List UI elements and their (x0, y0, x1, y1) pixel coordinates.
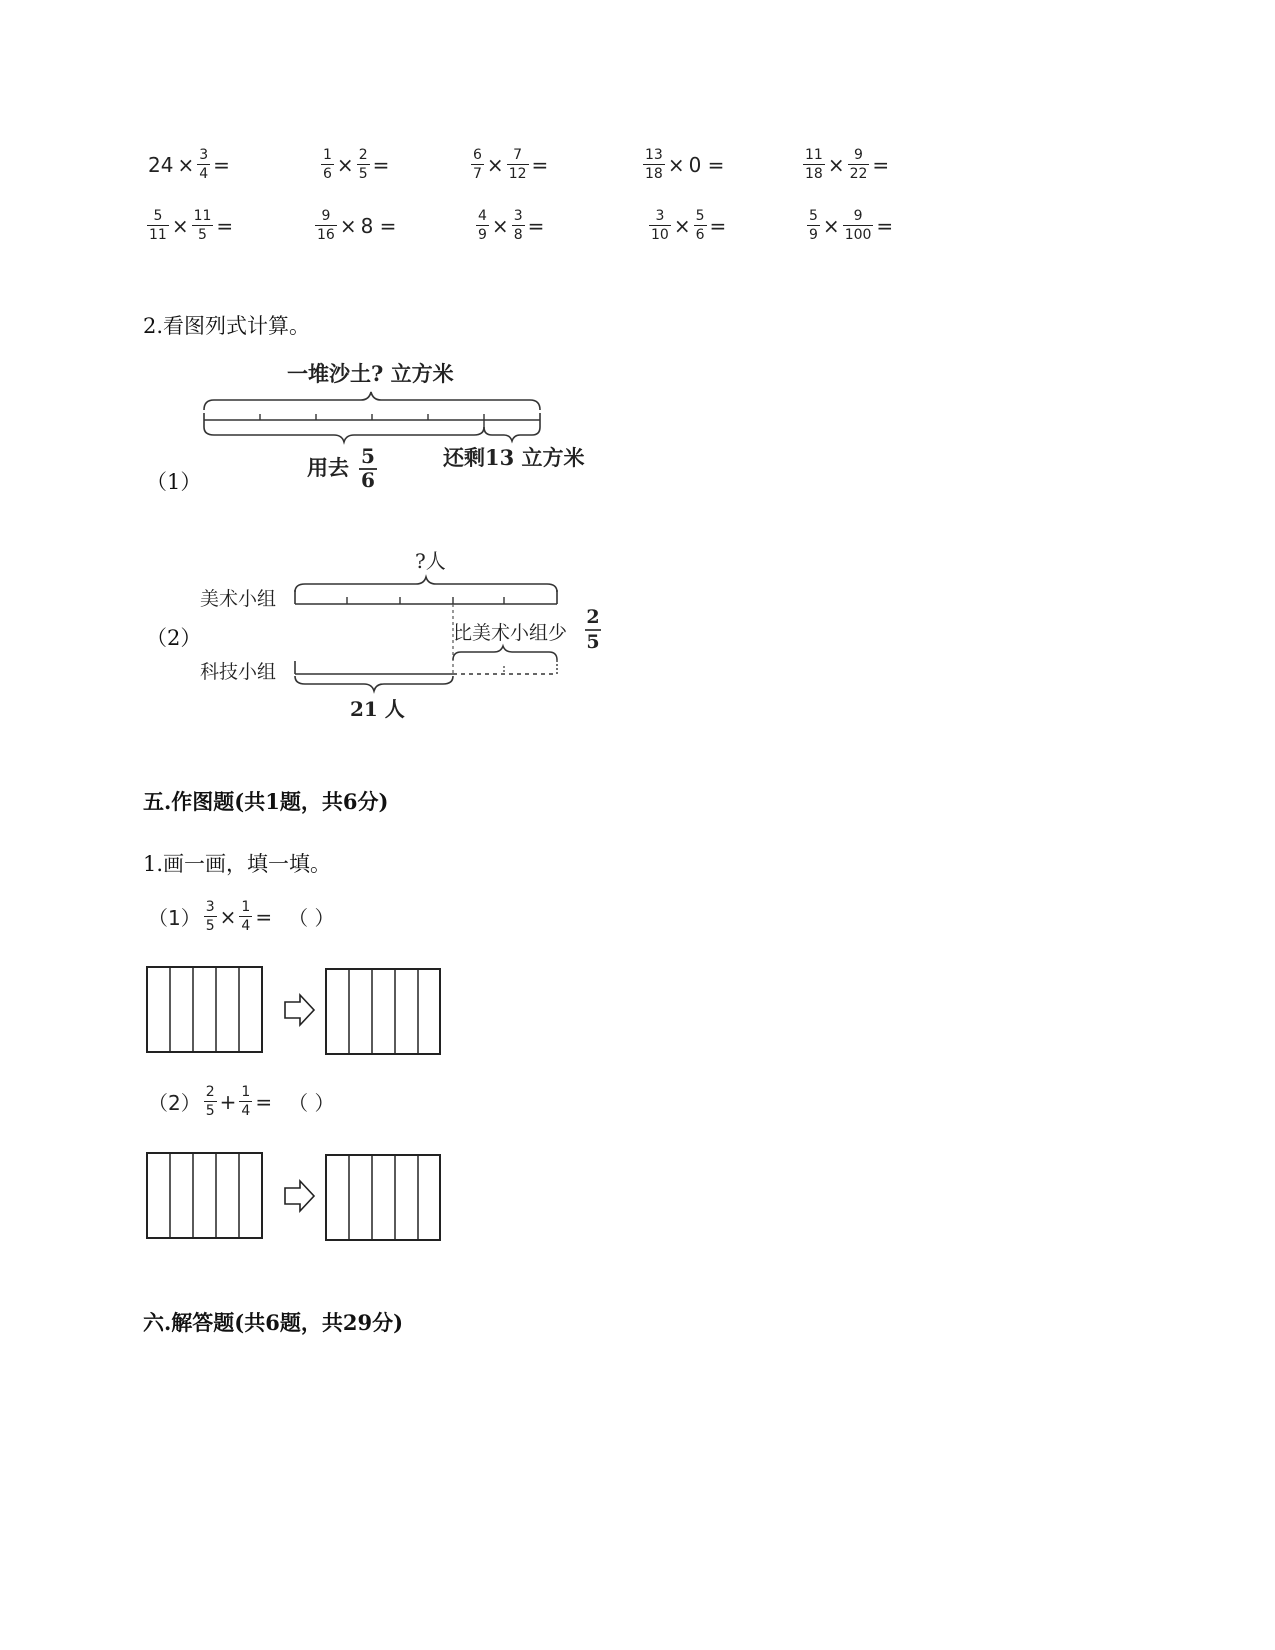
numerator: 2 (358, 147, 368, 163)
operator: × (177, 152, 195, 177)
bottom-brace (295, 676, 453, 691)
fraction-bar (321, 164, 334, 165)
fraction-bar (507, 164, 529, 165)
diagram-1-top-label: 一堆沙土? 立方米 (287, 361, 454, 386)
fraction-bar (315, 225, 337, 226)
draw-item-2-expr (146, 1085, 336, 1118)
equals: = (372, 152, 390, 177)
calc-expression (320, 148, 391, 181)
numerator: 5 (153, 208, 163, 224)
calc-expression (648, 209, 728, 242)
section-5-q1-title: 1.画一画，填一填。 (143, 852, 332, 876)
numerator: 3 (655, 208, 665, 224)
fraction (315, 209, 337, 242)
rect-right (326, 1155, 440, 1240)
operator: × (827, 152, 845, 177)
fraction-bar (476, 225, 489, 226)
fraction (204, 1085, 217, 1118)
fraction-bar (357, 164, 370, 165)
equals: 8 = (360, 213, 397, 238)
remain-brace (484, 427, 540, 441)
denominator: 7 (473, 166, 482, 182)
equals: = (527, 213, 545, 238)
section-6-heading: 六.解答题(共6题，共29分) (143, 1310, 404, 1335)
denominator: 6 (323, 166, 332, 182)
diagram-1-sand (195, 355, 615, 495)
fraction (643, 148, 665, 181)
operator: × (822, 213, 840, 238)
rect-left (147, 967, 262, 1052)
arrow-right-icon (285, 1181, 314, 1211)
fraction-bar (239, 916, 252, 917)
used-brace (204, 427, 484, 442)
numerator: 3 (205, 899, 215, 915)
numerator: 1 (241, 899, 251, 915)
section-5-heading: 五.作图题(共1题，共6分) (143, 789, 389, 814)
calc-expression (806, 209, 895, 242)
fraction (507, 148, 529, 181)
item-number: （2） (148, 1091, 201, 1115)
denominator: 10 (651, 227, 669, 243)
numerator: 11 (805, 147, 823, 163)
fraction-bar (147, 225, 169, 226)
question-2-title: 2.看图列式计算。 (143, 314, 311, 338)
calc-expression (146, 148, 232, 181)
used-frac-num: 5 (361, 444, 375, 468)
numerator: 4 (478, 208, 487, 224)
diagram-1-number: （1） (146, 470, 202, 494)
fraction-bar (803, 164, 825, 165)
denominator: 9 (478, 227, 487, 243)
denominator: 4 (199, 166, 209, 182)
fraction (848, 148, 870, 181)
numerator: 13 (645, 147, 663, 163)
fraction-bar (694, 225, 707, 226)
item-number: （1） (148, 906, 201, 930)
equals: = (876, 213, 894, 238)
fraction (239, 900, 252, 933)
equals: = (255, 904, 273, 929)
operator: × (673, 213, 691, 238)
fraction-bar (512, 225, 525, 226)
equals: 0 = (688, 152, 725, 177)
fraction-bar (643, 164, 665, 165)
whole-number: 24 (148, 152, 174, 177)
fraction (649, 209, 671, 242)
diagram-2-groups (195, 542, 615, 727)
compare-label: 比美术小组少 (453, 622, 568, 644)
fraction (471, 148, 484, 181)
fraction-bar (239, 1101, 252, 1102)
fraction (147, 209, 169, 242)
diagram-2-number: （2） (146, 626, 202, 650)
denominator: 18 (805, 166, 823, 182)
equals: = (213, 152, 230, 177)
equals: = (709, 213, 727, 238)
fraction-bar (197, 164, 210, 165)
numerator: 6 (473, 147, 482, 163)
equals: = (216, 213, 234, 238)
row2-label: 科技小组 (200, 661, 277, 683)
fraction (476, 209, 489, 242)
fraction (239, 1085, 252, 1118)
numerator: 2 (205, 1084, 215, 1100)
draw-item-1-expr (146, 900, 336, 933)
fraction (843, 209, 874, 242)
fraction-bar (843, 225, 874, 226)
denominator: 5 (198, 227, 207, 243)
denominator: 4 (241, 918, 251, 934)
answer-blank: （ ） (288, 1091, 335, 1115)
fraction-bar (649, 225, 671, 226)
fraction-bar (204, 916, 217, 917)
draw-item-1-figure (146, 965, 446, 1057)
numerator: 3 (199, 147, 209, 163)
numerator: 5 (809, 208, 818, 224)
used-label: 用去 (307, 455, 349, 480)
numerator: 1 (241, 1084, 251, 1100)
numerator: 1 (323, 147, 332, 163)
denominator: 16 (317, 227, 335, 243)
bottom-label: 21 人 (350, 697, 405, 721)
operator: × (171, 213, 189, 238)
calc-expression (475, 209, 546, 242)
fraction-bar (848, 164, 870, 165)
equals: = (872, 152, 890, 177)
calc-expression (146, 209, 235, 242)
fraction (321, 148, 334, 181)
fraction (803, 148, 825, 181)
fraction (694, 209, 707, 242)
equals: = (255, 1089, 273, 1114)
operator: × (219, 904, 237, 929)
fraction-bar (192, 225, 214, 226)
rect-right (326, 969, 440, 1054)
numerator: 3 (513, 208, 523, 224)
used-frac-den: 6 (361, 468, 375, 492)
compare-brace (453, 646, 557, 660)
denominator: 5 (205, 1103, 215, 1119)
denominator: 12 (508, 166, 527, 182)
fraction (357, 148, 370, 181)
denominator: 22 (849, 166, 868, 182)
denominator: 4 (241, 1103, 251, 1119)
fraction-bar (471, 164, 484, 165)
denominator: 5 (205, 918, 215, 934)
arrow-right-icon (285, 995, 314, 1025)
rect-left (147, 1153, 262, 1238)
fraction (512, 209, 525, 242)
operator: × (491, 213, 509, 238)
answer-blank: （ ） (288, 906, 335, 930)
numerator: 7 (513, 147, 523, 163)
fraction-bar (807, 225, 820, 226)
operator: × (486, 152, 504, 177)
denominator: 100 (844, 227, 872, 243)
fraction (204, 900, 217, 933)
denominator: 11 (149, 227, 167, 243)
operator: + (219, 1089, 237, 1114)
top-brace (295, 577, 557, 592)
compare-frac-num: 2 (586, 606, 600, 628)
fraction (192, 209, 214, 242)
denominator: 6 (695, 227, 705, 243)
fraction (807, 209, 820, 242)
numerator: 9 (853, 208, 863, 224)
calc-expression (470, 148, 550, 181)
numerator: 11 (193, 208, 212, 224)
draw-item-2-figure (146, 1151, 446, 1243)
top-brace (204, 392, 540, 410)
calc-expression (314, 209, 398, 242)
operator: × (336, 152, 354, 177)
calc-expression (642, 148, 726, 181)
remain-label: 还剩13 立方米 (443, 445, 585, 470)
numerator: 5 (695, 208, 705, 224)
operator: × (667, 152, 685, 177)
numerator: 9 (321, 208, 331, 224)
calc-expression (802, 148, 891, 181)
fraction (197, 148, 210, 181)
operator: × (339, 213, 357, 238)
equals: = (531, 152, 549, 177)
compare-frac-den: 5 (586, 631, 600, 653)
numerator: 9 (854, 147, 863, 163)
diagram-2-top-label: ?人 (415, 549, 446, 573)
denominator: 5 (358, 166, 368, 182)
denominator: 18 (645, 166, 663, 182)
denominator: 8 (513, 227, 523, 243)
denominator: 9 (809, 227, 818, 243)
fraction-bar (204, 1101, 217, 1102)
row1-label: 美术小组 (200, 588, 277, 610)
